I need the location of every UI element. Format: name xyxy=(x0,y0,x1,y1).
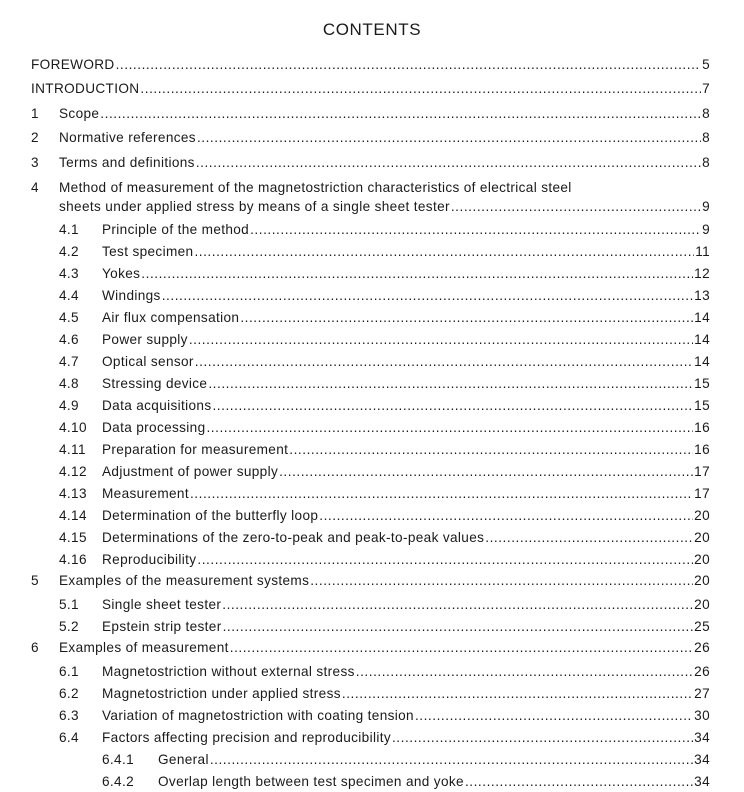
toc-entry-title: Stressing device xyxy=(102,376,208,391)
dot-leader xyxy=(116,57,701,73)
toc-entry-title: Terms and definitions xyxy=(59,155,195,170)
toc-entry-page: 30 xyxy=(694,708,710,723)
section-number: 6.2 xyxy=(59,686,79,701)
toc-entry-page: 26 xyxy=(694,640,710,655)
toc-entry-page: 8 xyxy=(702,155,710,170)
toc-entry-page: 12 xyxy=(694,266,710,281)
toc-entry-page: 20 xyxy=(694,573,710,588)
dot-leader xyxy=(279,464,693,480)
toc-entry-page: 20 xyxy=(694,552,710,567)
toc-entry-title: Examples of the measurement systems xyxy=(59,573,310,588)
toc-entry-title: Measurement xyxy=(102,486,189,501)
section-number: 4.4 xyxy=(59,288,79,303)
toc-entry-title: Data acquisitions xyxy=(102,398,212,413)
toc-entry-page: 16 xyxy=(694,420,710,435)
toc-entry-title: Yokes xyxy=(102,266,141,281)
dot-leader xyxy=(342,686,693,702)
section-number: 4.6 xyxy=(59,332,79,347)
toc-entry-title: Test specimen xyxy=(102,244,194,259)
toc-entry-title: Normative references xyxy=(59,130,196,145)
section-number: 4.15 xyxy=(59,530,87,545)
toc-entry-page: 5 xyxy=(702,57,710,72)
toc-entry-page: 15 xyxy=(694,376,710,391)
toc-entry-title: Preparation for measurement xyxy=(102,442,289,457)
section-number: 6.3 xyxy=(59,708,79,723)
section-number: 4.8 xyxy=(59,376,79,391)
section-number: 4.13 xyxy=(59,486,87,501)
toc-entry-page: 11 xyxy=(695,244,710,259)
section-number: 5.2 xyxy=(59,619,79,634)
toc-entry-title: Epstein strip tester xyxy=(102,619,222,634)
toc-entry-page: 27 xyxy=(694,686,710,701)
section-number: 6.4.1 xyxy=(102,752,134,767)
dot-leader xyxy=(196,155,701,171)
toc-entry-title: Optical sensor xyxy=(102,354,194,369)
toc-entry-page: 34 xyxy=(694,730,710,745)
toc-entry-title: Air flux compensation xyxy=(102,310,240,325)
toc-entry-page: 20 xyxy=(694,508,710,523)
dot-leader xyxy=(162,288,693,304)
toc-entry-title: Determination of the butterfly loop xyxy=(102,508,319,523)
section-number: 4.1 xyxy=(59,222,79,237)
dot-leader xyxy=(319,508,693,524)
toc-entry-title: Determinations of the zero-to-peak and peak-to-peak values xyxy=(102,530,485,545)
dot-leader xyxy=(451,199,701,215)
toc-entry-title: General xyxy=(158,752,209,767)
dot-leader xyxy=(392,730,693,746)
section-number: 4.2 xyxy=(59,244,79,259)
dot-leader xyxy=(194,244,694,260)
dot-leader xyxy=(250,222,701,238)
toc-entry-page: 26 xyxy=(694,664,710,679)
toc-entry-page: 14 xyxy=(694,310,710,325)
toc-entry-page: 14 xyxy=(694,332,710,347)
toc-entry-title: Magnetostriction without external stress xyxy=(102,664,355,679)
dot-leader xyxy=(141,266,693,282)
section-number: 4.7 xyxy=(59,354,79,369)
dot-leader xyxy=(195,354,693,370)
dot-leader xyxy=(485,530,693,546)
dot-leader xyxy=(197,552,693,568)
section-number: 4.11 xyxy=(59,442,86,457)
section-number: 5 xyxy=(31,573,39,588)
toc-entry-title: Reproducibility xyxy=(102,552,197,567)
toc-entry-title: Magnetostriction under applied stress xyxy=(102,686,341,701)
section-number: 3 xyxy=(31,155,39,170)
toc-entry-page: 34 xyxy=(694,752,710,767)
toc-entry-title: Power supply xyxy=(102,332,188,347)
dot-leader xyxy=(465,774,693,790)
dot-leader xyxy=(222,597,693,613)
toc-entry-title: Variation of magnetostriction with coating tension xyxy=(102,708,414,723)
toc-entry-page: 14 xyxy=(694,354,710,369)
toc-entry-page: 34 xyxy=(694,774,710,789)
dot-leader xyxy=(197,130,701,146)
toc-entry-title-line1: Method of measurement of the magnetostriction characteristics of electrical steel xyxy=(59,180,572,195)
toc-entry-page: 8 xyxy=(702,130,710,145)
toc-entry-page: 16 xyxy=(694,442,710,457)
section-number: 1 xyxy=(31,106,39,121)
toc-entry-page: 7 xyxy=(702,81,710,96)
section-number: 6 xyxy=(31,640,39,655)
dot-leader xyxy=(140,81,701,97)
section-number: 5.1 xyxy=(59,597,79,612)
toc-entry-page: 17 xyxy=(694,464,710,479)
toc-entry-title: FOREWORD xyxy=(31,57,115,72)
toc-entry-title: Principle of the method xyxy=(102,222,250,237)
dot-leader xyxy=(310,573,693,589)
section-number: 6.4 xyxy=(59,730,79,745)
section-number: 4.16 xyxy=(59,552,87,567)
toc-entry-title: Examples of measurement xyxy=(59,640,229,655)
section-number: 2 xyxy=(31,130,39,145)
toc-entry-page: 17 xyxy=(694,486,710,501)
dot-leader xyxy=(100,106,701,122)
dot-leader xyxy=(223,619,694,635)
toc-entry-page: 20 xyxy=(694,530,710,545)
section-number: 4.14 xyxy=(59,508,87,523)
dot-leader xyxy=(230,640,693,656)
section-number: 4.12 xyxy=(59,464,87,479)
toc-entry-title: Single sheet tester xyxy=(102,597,222,612)
dot-leader xyxy=(289,442,693,458)
dot-leader xyxy=(212,398,693,414)
dot-leader xyxy=(208,376,693,392)
section-number: 6.4.2 xyxy=(102,774,134,789)
dot-leader xyxy=(240,310,693,326)
dot-leader xyxy=(189,332,693,348)
toc-entry-page: 15 xyxy=(694,398,710,413)
toc-entry-page: 25 xyxy=(694,619,710,634)
toc-entry-page: 20 xyxy=(694,597,710,612)
toc-entry-page: 9 xyxy=(702,199,710,214)
toc-entry-title: Factors affecting precision and reproducibility xyxy=(102,730,391,745)
toc-entry-title: Overlap length between test specimen and yoke xyxy=(158,774,464,789)
section-number: 6.1 xyxy=(59,664,79,679)
dot-leader xyxy=(206,420,693,436)
dot-leader xyxy=(415,708,693,724)
toc-entry-title: Windings xyxy=(102,288,161,303)
section-number: 4.3 xyxy=(59,266,79,281)
section-number: 4.10 xyxy=(59,420,87,435)
toc-entry-title: Adjustment of power supply xyxy=(102,464,279,479)
dot-leader xyxy=(356,664,693,680)
page-title: CONTENTS xyxy=(322,20,422,39)
section-number: 4 xyxy=(31,180,39,195)
toc-entry-title: sheets under applied stress by means of a single sheet tester xyxy=(59,199,450,214)
section-number: 4.5 xyxy=(59,310,79,325)
toc-entry-page: 9 xyxy=(702,222,710,237)
toc-entry-title: Scope xyxy=(59,106,100,121)
section-number: 4.9 xyxy=(59,398,79,413)
dot-leader xyxy=(210,752,693,768)
toc-entry-title: INTRODUCTION xyxy=(31,81,140,96)
toc-entry-page: 13 xyxy=(694,288,710,303)
toc-entry-title: Data processing xyxy=(102,420,206,435)
dot-leader xyxy=(190,486,693,502)
toc-entry-page: 8 xyxy=(702,106,710,121)
